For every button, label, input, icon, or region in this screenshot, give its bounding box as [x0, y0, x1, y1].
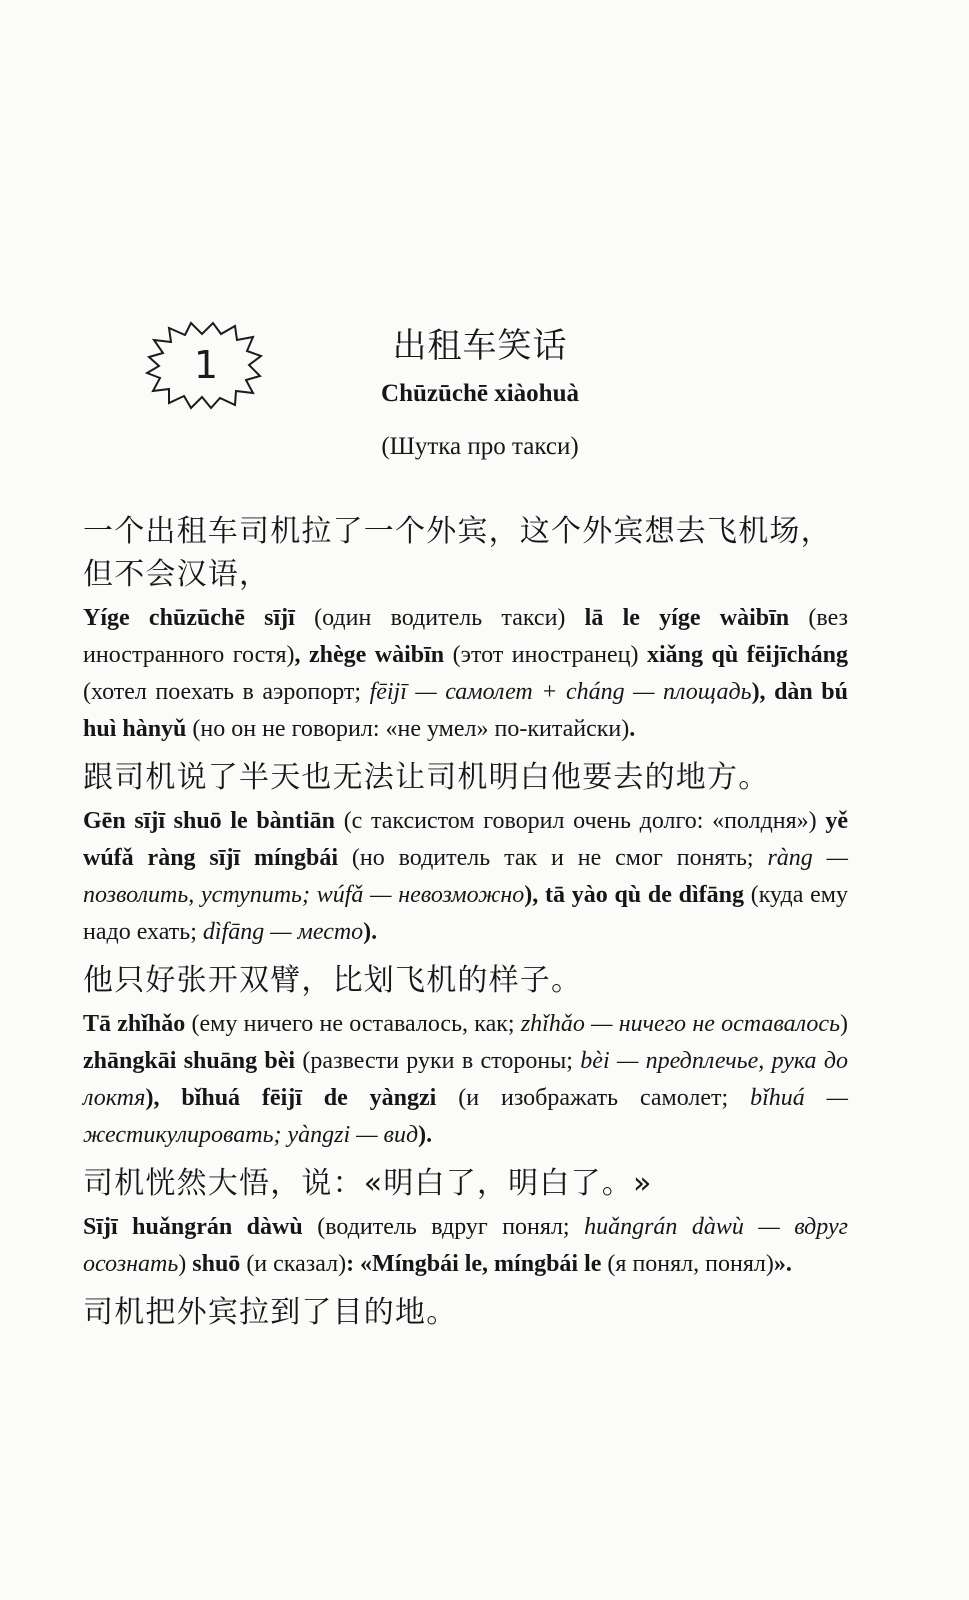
pinyin-segment: xiǎng qù fēijīcháng [646, 642, 848, 668]
gloss-segment: ràng — позволить, уступить; wúfǎ — невозможно [83, 845, 848, 908]
translation-segment: ) [840, 1011, 848, 1037]
gloss-segment: dìfāng — место [202, 919, 364, 945]
paragraph [83, 959, 848, 1154]
pinyin-segment: , zhège wàibīn [294, 642, 445, 668]
gloss-segment: huǎngrán dàwù — вдруг осознать [83, 1214, 849, 1277]
translation-segment: (но водитель так и не смог понять; [338, 845, 768, 871]
pinyin-segment: ), dàn bú huì hànyǔ [83, 679, 848, 742]
translation [83, 600, 848, 748]
translation-segment: (и изображать самолет; [436, 1085, 751, 1111]
translation-segment: (вез иностранного гостя) [83, 605, 849, 668]
pinyin-segment: shuō [192, 1251, 241, 1277]
pinyin-segment: yě wúfǎ ràng sījī míngbái [83, 808, 848, 871]
pinyin-segment: ). [418, 1122, 433, 1148]
pinyin-segment: Yíge chūzūchē sījī [83, 605, 295, 631]
text-body [83, 510, 848, 1338]
gloss-segment: bèi — предплечье, рука до локтя [83, 1048, 849, 1111]
gloss-segment: bǐhuá — жестикулировать; yàngzi — вид [83, 1085, 849, 1148]
translation-segment: (этот иностранец) [444, 642, 647, 668]
translation-segment: (хотел поехать в аэропорт; [83, 679, 370, 705]
chinese-sentence: 跟司机说了半天也无法让司机明白他要去的地方。 [83, 760, 770, 795]
translation-segment: (но он не говорил: «не умел» по-китайски) [186, 716, 630, 742]
lesson-number-badge [145, 320, 263, 410]
gloss-segment: fēijī — самолет + cháng — площадь [369, 679, 752, 705]
chinese-sentence: 司机把外宾拉到了目的地。 [83, 1295, 458, 1330]
pinyin-segment: : «Míngbái le, míngbái le [346, 1251, 602, 1277]
lesson-title-russian: (Шутка про такси) [381, 433, 579, 460]
translation-segment: ) [178, 1251, 193, 1277]
paragraph [83, 1162, 848, 1283]
chinese-sentence: 他只好张开双臂，比划飞机的样子。 [83, 963, 583, 998]
pinyin-segment: ». [773, 1251, 792, 1277]
translation [83, 1006, 848, 1154]
translation-segment: (с таксистом говорил очень долго: «полдня») [335, 808, 826, 834]
lesson-number: 1 [193, 343, 219, 387]
chinese-sentence: 一个出租车司机拉了一个外宾，这个外宾想去飞机场，但不会汉语， [83, 514, 832, 592]
chinese-sentence: 司机恍然大悟，说：«明白了，明白了。» [83, 1166, 653, 1201]
translation [83, 1209, 848, 1283]
translation-segment: (и сказал) [240, 1251, 347, 1277]
pinyin-segment: ), bǐhuá fēijī de yàngzi [145, 1085, 437, 1111]
pinyin-segment: zhāngkāi shuāng bèi [83, 1048, 296, 1074]
translation-segment: (развести руки в стороны; [295, 1048, 581, 1074]
translation-segment: (ему ничего не оставалось, как; [185, 1011, 521, 1037]
pinyin-segment: ). [363, 919, 378, 945]
pinyin-segment: Gēn sījī shuō le bàntiān [83, 808, 336, 834]
pinyin-segment: ), tā yào qù de dìfāng [524, 882, 744, 908]
paragraph [83, 1291, 848, 1334]
pinyin-segment: lā le yíge wàibīn [584, 605, 790, 631]
pinyin-segment: Sījī huǎngrán dàwù [83, 1214, 303, 1240]
paragraph [83, 756, 848, 951]
pinyin-segment: Tā zhǐhǎo [83, 1011, 186, 1037]
gloss-segment: zhǐhǎo — ничего не оставалось [520, 1011, 840, 1037]
translation-segment: (куда ему надо ехать; [83, 882, 848, 945]
translation-segment: (водитель вдруг понял; [302, 1214, 585, 1240]
pinyin-segment: . [629, 716, 636, 742]
translation-segment: (я понял, понял) [601, 1251, 774, 1277]
paragraph [83, 510, 848, 748]
lesson-title-chinese: 出租车笑话 [392, 326, 568, 366]
translation [83, 803, 848, 951]
lesson-title-pinyin: Chūzūchē xiàohuà [381, 380, 579, 407]
translation-segment: (один водитель такси) [294, 605, 585, 631]
